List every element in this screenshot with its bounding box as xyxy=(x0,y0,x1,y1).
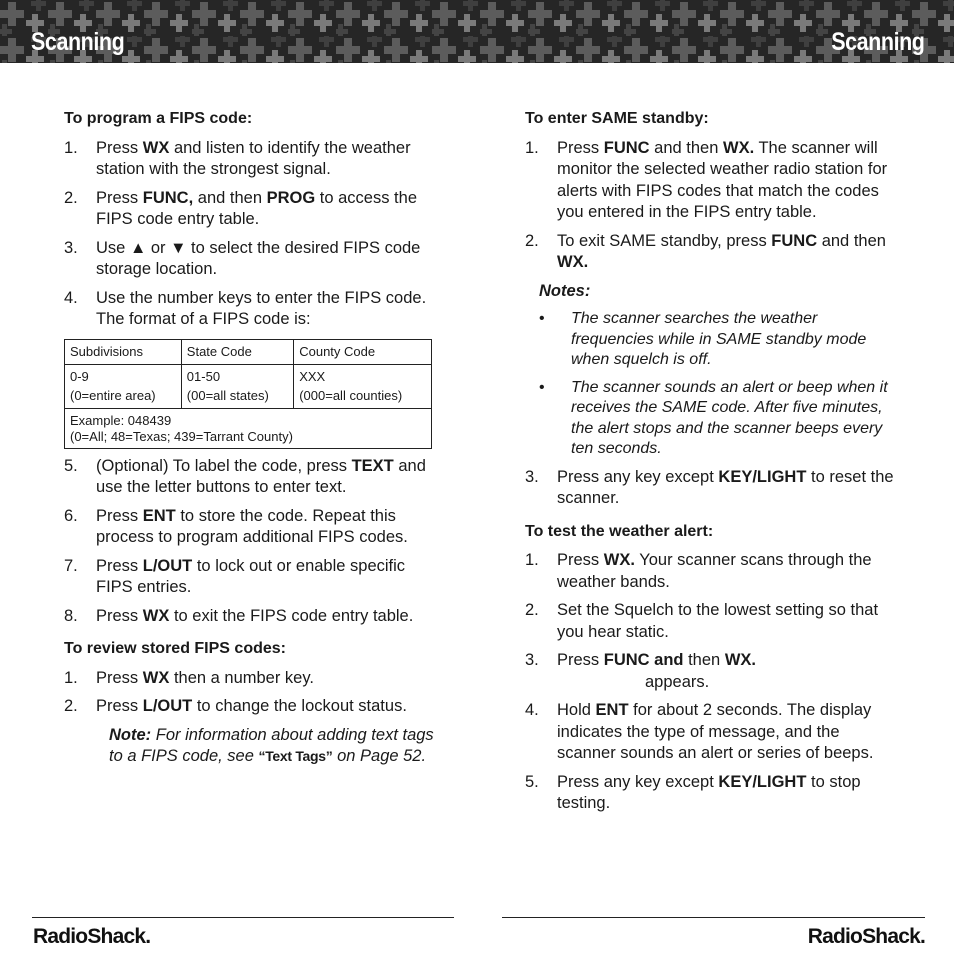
table-example-row xyxy=(65,408,432,448)
cell-value: XXX xyxy=(299,368,326,384)
table-header-row xyxy=(65,339,432,364)
step-text: and listen to identify the weather station with the strongest signal. xyxy=(96,138,411,178)
step-text: and then xyxy=(193,188,267,207)
table-header-cell: County Code xyxy=(294,339,432,364)
program-fips-heading: To program a FIPS code: xyxy=(64,110,253,127)
step-text: to store the code. Repeat this process to program additional FIPS codes. xyxy=(96,506,408,546)
step-text: Press xyxy=(96,697,143,715)
key-label: FUNC and xyxy=(603,651,684,669)
test-step-3 xyxy=(525,650,895,693)
same-standby-heading: To enter SAME standby: xyxy=(525,110,709,127)
same-step-3 xyxy=(525,467,895,510)
step-number: 3. xyxy=(525,467,539,486)
program-step-7 xyxy=(64,556,444,599)
page-title-right: Scanning xyxy=(831,28,925,56)
step-number: 4. xyxy=(525,701,539,719)
step-text: Your scanner scans through the weather bands. xyxy=(557,551,872,591)
bullet-text: The scanner sounds an alert or beep when it receives the SAME code. After five minutes, the alert stops and the scanner beeps every ten seconds. xyxy=(571,378,888,457)
program-step-5 xyxy=(64,456,444,499)
step-text: Press xyxy=(96,668,143,687)
program-step-1 xyxy=(64,138,444,181)
step-text: to select the desired FIPS code storage location. xyxy=(96,238,421,278)
note-label: Note: xyxy=(109,725,152,744)
footer-rule-left xyxy=(32,917,454,918)
table-cell xyxy=(294,364,432,408)
review-fips-heading: To review stored FIPS codes: xyxy=(64,640,286,657)
step-text: The scanner will monitor the selected weather radio station for alerts with FIPS codes that match the codes you entered in the FIPS entry table. xyxy=(557,138,888,221)
step-number: 2. xyxy=(525,601,539,619)
table-example-cell xyxy=(65,408,432,448)
fips-format-table xyxy=(64,339,432,449)
review-step-1 xyxy=(64,668,444,690)
step-number: 3. xyxy=(64,238,78,257)
note-text: For information about adding text tags to a FIPS code, see xyxy=(109,725,434,765)
test-step-1 xyxy=(525,550,895,593)
step-number: 5. xyxy=(525,772,539,791)
review-note xyxy=(109,725,444,768)
test-alert-heading: To test the weather alert: xyxy=(525,522,714,540)
key-label: PROG xyxy=(266,188,316,207)
cell-note: (0=entire area) xyxy=(70,387,156,403)
key-label: FUNC, xyxy=(142,188,194,207)
header-banner xyxy=(0,0,954,63)
key-label: WX. xyxy=(603,551,635,569)
step-number: 2. xyxy=(64,188,78,207)
table-cell xyxy=(181,364,293,408)
step-text: Press xyxy=(557,551,604,569)
step-text: Use the number keys to enter the FIPS code. The format of a FIPS code is: xyxy=(96,288,427,328)
key-label: KEY/LIGHT xyxy=(718,467,807,486)
review-step-2 xyxy=(64,696,444,718)
step-text: Press xyxy=(557,138,604,157)
example-line: Example: 048439 xyxy=(70,412,172,428)
page-title-left: Scanning xyxy=(31,28,125,56)
step-text: then a number key. xyxy=(169,668,314,687)
table-header-cell: Subdivisions xyxy=(65,339,182,364)
cell-note: (00=all states) xyxy=(186,387,269,403)
down-arrow-icon: ▼ xyxy=(170,238,187,257)
step-number: 6. xyxy=(64,506,78,525)
step-text: for about 2 seconds. The display indicates the type of message, and the scanner sounds an alert or series of beeps. xyxy=(557,701,874,762)
radioshack-logo-right: RadioShack. xyxy=(807,925,925,948)
note-bullet-2 xyxy=(539,378,895,460)
step-number: 1. xyxy=(525,551,539,569)
step-text: appears. xyxy=(645,672,710,691)
key-label: ENT xyxy=(142,506,176,525)
table-row xyxy=(65,364,432,408)
notes-label-text: Notes: xyxy=(539,281,591,300)
step-text: and then xyxy=(817,231,886,250)
step-text: to stop testing. xyxy=(557,772,861,812)
step-text: and use the letter buttons to enter text. xyxy=(96,456,426,496)
bullet-icon: • xyxy=(539,378,545,396)
bullet-icon: • xyxy=(539,310,545,327)
key-label: FUNC xyxy=(771,231,818,250)
key-label: WX. xyxy=(723,138,755,157)
table-header-cell: State Code xyxy=(181,339,293,364)
step-text: to lock out or enable specific FIPS entries. xyxy=(96,556,406,596)
key-label: WX. xyxy=(557,253,589,271)
step-text: Use xyxy=(96,238,130,257)
step-text: Press xyxy=(96,556,143,575)
step-number: 3. xyxy=(525,651,539,669)
key-label: WX xyxy=(142,668,170,687)
note-text: on Page 52. xyxy=(332,747,427,765)
program-step-3 xyxy=(64,238,444,281)
step-text: and then xyxy=(649,138,723,157)
step-number: 7. xyxy=(64,556,78,575)
up-arrow-icon: ▲ xyxy=(129,238,147,257)
step-text: to change the lockout status. xyxy=(192,697,407,715)
text-tags-link[interactable]: “Text Tags” xyxy=(258,748,333,764)
footer-rule-right xyxy=(502,917,925,918)
step-text: Press xyxy=(557,651,604,669)
step-text: Press xyxy=(96,506,143,525)
key-label: WX xyxy=(142,606,170,625)
radioshack-logo-left: RadioShack. xyxy=(33,925,151,948)
step-text: Press any key except xyxy=(557,467,719,486)
bullet-text: The scanner searches the weather frequencies while in SAME standby mode when squelch is off. xyxy=(571,310,867,368)
step-number: 5. xyxy=(64,456,78,475)
key-label: L/OUT xyxy=(142,556,193,575)
step-number: 1. xyxy=(64,668,78,687)
step-text: Press any key except xyxy=(557,772,719,791)
step-number: 2. xyxy=(525,231,539,250)
table-cell xyxy=(65,364,182,408)
key-label: TEXT xyxy=(351,456,394,475)
banner-pattern xyxy=(0,0,954,63)
step-text: Set the Squelch to the lowest setting so that you hear static. xyxy=(557,601,879,641)
notes-label xyxy=(539,281,895,303)
step-text: Press xyxy=(96,606,143,625)
example-line: (0=All; 48=Texas; 439=Tarrant County) xyxy=(70,428,293,444)
step-text: then xyxy=(683,651,725,669)
step-number: 2. xyxy=(64,697,78,715)
same-step-2 xyxy=(525,231,895,274)
key-label: WX xyxy=(142,138,170,157)
step-text: (Optional) To label the code, press xyxy=(96,456,352,475)
note-bullet-1 xyxy=(539,309,895,371)
same-step-1 xyxy=(525,138,895,224)
left-column xyxy=(64,108,444,775)
test-step-2 xyxy=(525,600,895,643)
key-label: L/OUT xyxy=(142,697,193,715)
step-text: to reset the scanner. xyxy=(557,467,894,507)
step-number: 1. xyxy=(525,138,539,157)
step-number: 4. xyxy=(64,288,78,307)
test-step-5 xyxy=(525,772,895,815)
key-label: FUNC xyxy=(603,138,650,157)
step-text: To exit SAME standby, press xyxy=(557,231,772,250)
program-step-6 xyxy=(64,506,444,549)
step-text: Press xyxy=(96,138,143,157)
key-label: WX. xyxy=(724,651,756,669)
step-text: Press xyxy=(96,188,143,207)
step-text: or xyxy=(146,238,171,257)
step-text: to exit the FIPS code entry table. xyxy=(169,606,414,625)
right-column xyxy=(525,108,895,822)
key-label: ENT xyxy=(595,701,629,719)
program-step-8 xyxy=(64,606,444,628)
step-text: Hold xyxy=(557,701,596,719)
cell-value: 0-9 xyxy=(70,368,89,384)
program-step-2 xyxy=(64,188,444,231)
cell-value: 01-50 xyxy=(186,368,221,384)
key-label: KEY/LIGHT xyxy=(718,772,807,791)
test-step-4 xyxy=(525,700,895,765)
program-step-4 xyxy=(64,288,444,331)
step-text: to access the FIPS code entry table. xyxy=(96,188,417,228)
cell-note: (000=all counties) xyxy=(299,387,403,403)
step-number: 1. xyxy=(64,138,78,157)
step-number: 8. xyxy=(64,606,78,625)
